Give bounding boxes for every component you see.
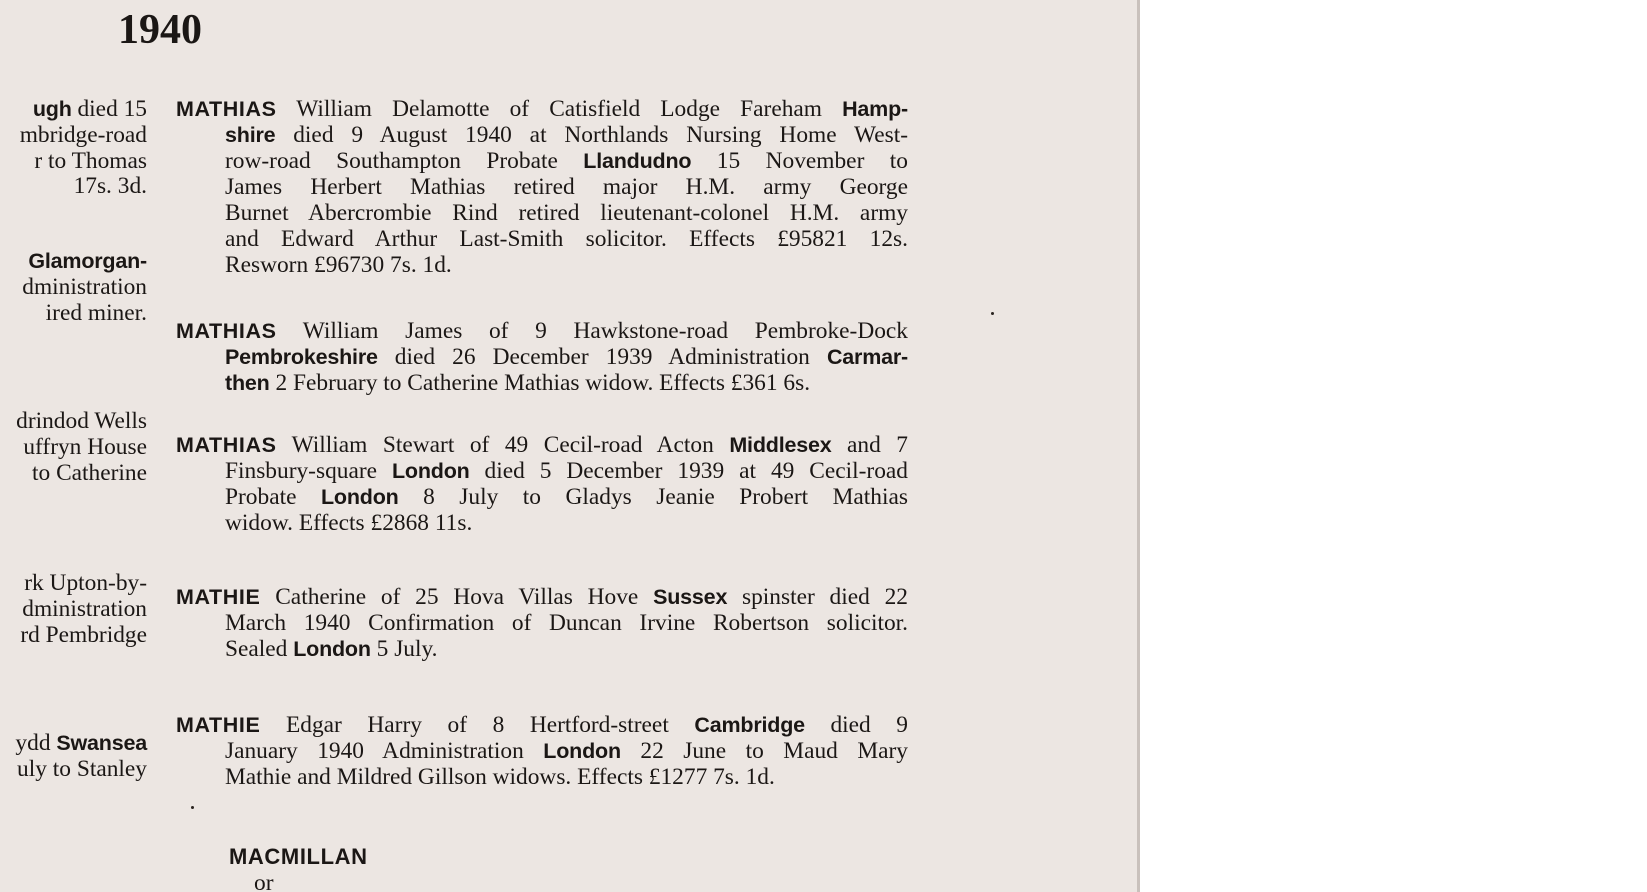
entry-text: widow. Effects £2868 11s. — [225, 510, 473, 536]
fragment-line — [28, 248, 147, 274]
entry-text: drindod Wells — [16, 408, 147, 434]
entry-text: uly to Stanley — [17, 756, 147, 782]
entry-text: March 1940 Confirmation of Duncan Irvine Robertson solicitor. — [225, 610, 908, 636]
entry-text: 2 February to Catherine Mathias widow. Effects £361 6s. — [269, 370, 811, 396]
bold-place-name: London — [293, 637, 371, 661]
bold-place-name: Carmar- — [826, 345, 908, 369]
fragment-line — [17, 756, 147, 782]
print-speck — [191, 806, 194, 809]
entry-line — [225, 174, 908, 200]
entry-line — [225, 510, 908, 536]
entry-text: died 9 — [804, 712, 908, 738]
entry-text: uffryn House — [23, 434, 147, 460]
bold-place-name: Swansea — [56, 731, 147, 755]
entry-text: January 1940 Administration — [225, 738, 544, 764]
entry-line — [225, 148, 908, 174]
bold-place-name: Llandudno — [583, 149, 692, 173]
entry-line — [225, 122, 908, 148]
fragment-line — [20, 622, 147, 648]
entry-text: died 15 — [71, 96, 147, 122]
fragment-line — [24, 570, 147, 596]
entry-text: died 5 December 1939 at 49 Cecil-road — [469, 458, 908, 484]
fragment-line — [16, 408, 147, 434]
entry-line — [225, 458, 908, 484]
entry-surname: MATHIE — [176, 713, 261, 737]
entry-text: and Edward Arthur Last-Smith solicitor. Effects £95821 12s. — [225, 226, 908, 252]
bold-place-name: Glamorgan- — [28, 249, 147, 273]
bold-place-name: London — [320, 485, 399, 509]
entry-text: dministration — [22, 596, 147, 622]
entry-surname: MATHIAS — [176, 433, 277, 457]
bold-place-name: shire — [225, 123, 276, 147]
entry-first-line — [176, 318, 908, 344]
page-edge — [1137, 0, 1140, 892]
previous-column-fragment — [0, 0, 150, 892]
entry-text: 22 June to Maud Mary — [620, 738, 908, 764]
entry-text: spinster died 22 — [727, 584, 908, 610]
bold-place-name: Middlesex — [729, 433, 832, 457]
entry-line — [225, 344, 908, 370]
entry-surname: MATHIAS — [176, 97, 277, 121]
entry-line — [225, 610, 908, 636]
entry-text: Resworn £96730 7s. 1d. — [225, 252, 452, 278]
page-year-heading: 1940 — [118, 7, 202, 53]
entry-text: William Delamotte of Catisfield Lodge Fareham — [276, 96, 843, 122]
entry-line — [225, 738, 908, 764]
entry-text: Finsbury-square — [225, 458, 392, 484]
cross-reference-heading: MACMILLAN — [229, 844, 368, 869]
fragment-line — [22, 596, 147, 622]
print-speck — [991, 312, 994, 315]
entry-first-line — [176, 96, 908, 122]
entry-text: died 26 December 1939 Administration — [377, 344, 827, 370]
fragment-line — [34, 148, 147, 174]
entry-line — [225, 200, 908, 226]
entry-text: James Herbert Mathias retired major H.M. army George — [225, 174, 908, 200]
entry-text: 15 November to — [691, 148, 908, 174]
entry-text: and 7 — [831, 432, 908, 458]
entry-text: ydd — [15, 730, 57, 756]
fragment-line — [74, 173, 147, 199]
entry-text: 5 July. — [370, 636, 438, 662]
entry-text: Edgar Harry of 8 Hertford-street — [260, 712, 695, 738]
entry-text: Sealed — [225, 636, 294, 662]
cross-reference-continuation: or — [254, 870, 274, 892]
entry-text: rd Pembridge — [20, 622, 147, 648]
entry-text: Mathie and Mildred Gillson widows. Effects £1277 7s. 1d. — [225, 764, 775, 790]
entry-line — [225, 764, 908, 790]
entry-line — [225, 636, 908, 662]
fragment-line — [22, 274, 147, 300]
entry-text: died 9 August 1940 at Northlands Nursing Home West- — [275, 122, 908, 148]
entry-first-line — [176, 584, 908, 610]
entry-text: William Stewart of 49 Cecil-road Acton — [276, 432, 730, 458]
bold-place-name: London — [543, 739, 621, 763]
entry-line — [225, 370, 908, 396]
entry-text: row-road Southampton Probate — [225, 148, 584, 174]
entry-text: dministration — [22, 274, 147, 300]
entry-text: Burnet Abercrombie Rind retired lieutenant-colonel H.M. army — [225, 200, 908, 226]
fragment-line — [46, 300, 147, 326]
entry-text: 17s. 3d. — [73, 173, 147, 199]
bold-place-name: Hamp- — [842, 97, 908, 121]
entry-text: 8 July to Gladys Jeanie Probert Mathias — [398, 484, 908, 510]
entry-text: William James of 9 Hawkstone-road Pembroke-Dock — [276, 318, 908, 344]
fragment-line — [33, 96, 147, 122]
entry-text: to Catherine — [32, 460, 147, 486]
entry-text: r to Thomas — [34, 148, 147, 174]
fragment-line — [32, 460, 147, 486]
entry-line — [225, 484, 908, 510]
entry-first-line — [176, 432, 908, 458]
entry-text: ired miner. — [45, 300, 147, 326]
fragment-line — [20, 122, 147, 148]
entry-text: Probate — [225, 484, 321, 510]
entry-text: rk Upton-by- — [24, 570, 147, 596]
bold-place-name: then — [225, 371, 270, 395]
entry-text: Catherine of 25 Hova Villas Hove — [260, 584, 654, 610]
entry-surname: MATHIE — [176, 585, 261, 609]
entry-line — [225, 226, 908, 252]
fragment-line — [15, 730, 147, 756]
bold-place-name: Pembrokeshire — [225, 345, 378, 369]
bold-place-name: Sussex — [653, 585, 728, 609]
bold-place-name: Cambridge — [694, 713, 805, 737]
entry-line — [225, 252, 908, 278]
entry-first-line — [176, 712, 908, 738]
bold-place-name: London — [391, 459, 470, 483]
entry-surname: MATHIAS — [176, 319, 277, 343]
bold-place-name: ugh — [32, 97, 72, 121]
entry-text: mbridge-road — [19, 122, 147, 148]
fragment-line — [23, 434, 147, 460]
